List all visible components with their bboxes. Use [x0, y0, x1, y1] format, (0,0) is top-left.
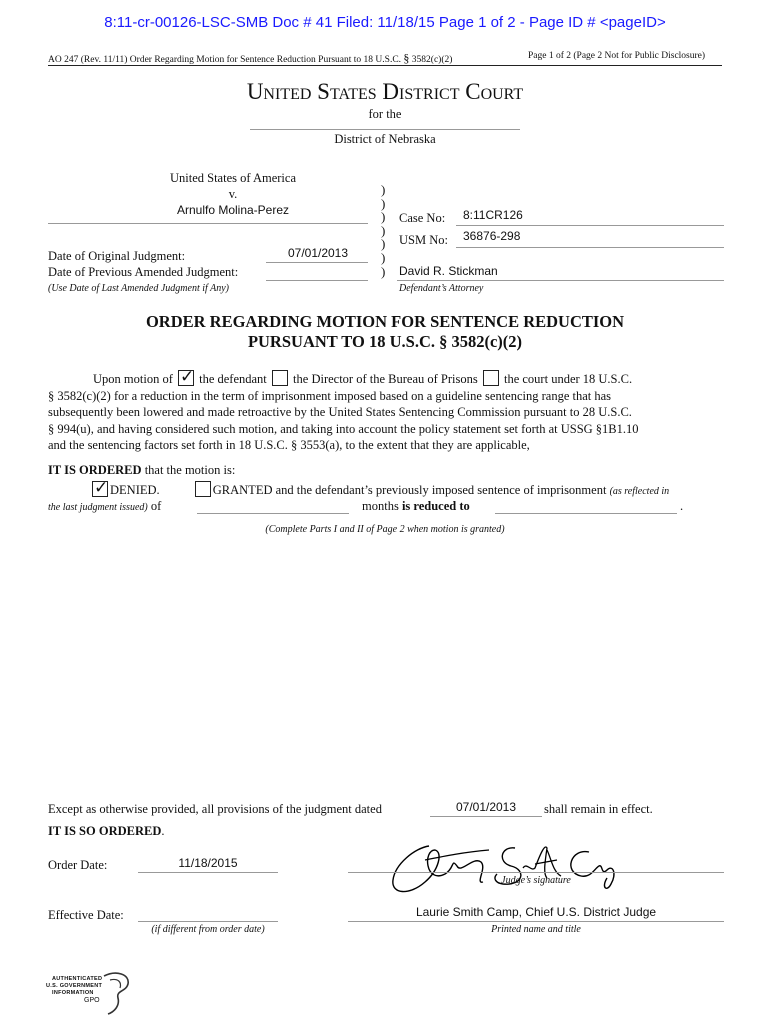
form-id: [48, 51, 452, 66]
district-line: [250, 129, 520, 130]
reduction-period: .: [680, 499, 684, 513]
header-rule: [48, 65, 722, 66]
gpo-line2: U.S. GOVERNMENT: [46, 983, 103, 989]
reflected-note: (as reflected in: [609, 486, 670, 497]
attorney-line: [397, 280, 724, 281]
last-judgment-note: the last judgment issued): [48, 502, 148, 513]
section-symbol: §: [403, 51, 410, 65]
usm-no-line: [456, 247, 724, 248]
defendant-checkbox[interactable]: [178, 370, 194, 386]
effective-date-note: (if different from order date): [151, 924, 265, 935]
prev-judgment-label: Date of Previous Amended Judgment:: [48, 265, 239, 279]
effective-date-label: Effective Date:: [48, 908, 124, 922]
denied-checkbox[interactable]: [92, 481, 108, 497]
form-id-tail: 3582(c)(2): [411, 55, 453, 65]
versus: v.: [228, 187, 238, 201]
months-from-line: [197, 513, 349, 514]
prev-judgment-note: (Use Date of Last Amended Judgment if Any): [48, 283, 229, 294]
gpo-eagle-icon: [100, 970, 134, 1016]
motion-line4: § 994(u), and having considered such motion, and taking into account the policy statement set forth at USSG §1B1.10: [48, 421, 639, 436]
motion-lead: Upon motion of: [93, 372, 173, 386]
attorney-name: David R. Stickman: [399, 264, 498, 278]
denied-label: DENIED.: [110, 483, 160, 497]
order-title-line1: ORDER REGARDING MOTION FOR SENTENCE REDUCTION: [145, 312, 625, 331]
defendant-line: [48, 223, 368, 224]
case-no-line: [456, 225, 724, 226]
so-ordered: IT IS SO ORDERED: [48, 824, 162, 838]
motion-opt-defendant: the defendant: [199, 372, 267, 386]
judge-name-line: [348, 921, 724, 922]
except-text: Except as otherwise provided, all provisions of the judgment dated: [48, 802, 382, 816]
motion-line3: subsequently been lowered and made retroactive by the United States Sentencing Commission pursuant to 28 U.S.C.: [48, 405, 632, 420]
months-word: months: [362, 499, 399, 513]
judgment-date-line: [430, 816, 542, 817]
so-ordered-dot: .: [161, 824, 165, 838]
court-checkbox[interactable]: [483, 370, 499, 386]
order-title-line2: PURSUANT TO 18 U.S.C. § 3582(c)(2): [247, 332, 523, 351]
plaintiff-name: United States of America: [169, 171, 296, 185]
form-page-info: Page 1 of 2 (Page 2 Not for Public Disclosure): [528, 51, 706, 61]
usm-no-label: USM No:: [399, 233, 448, 247]
ordered-rest: that the motion is:: [144, 463, 236, 477]
of-word: of: [150, 499, 162, 513]
motion-text: [48, 388, 639, 454]
so-ordered-line: [48, 824, 164, 839]
gpo-line1: AUTHENTICATED: [52, 976, 103, 982]
ecf-header-stamp: 8:11-cr-00126-LSC-SMB Doc # 41 Filed: 11/18/15 Page 1 of 2 - Page ID # <pageID>: [104, 14, 666, 31]
gpo-seal: [44, 970, 134, 1016]
caption-parens: ) ) ) ) ) ) ): [381, 182, 386, 279]
printed-name-label: Printed name and title: [491, 924, 581, 935]
judgment-date: 07/01/2013: [455, 800, 517, 814]
court-district: District of Nebraska: [334, 132, 436, 146]
orig-judgment-date: 07/01/2013: [287, 246, 349, 260]
reduced-to: is reduced to: [401, 499, 470, 513]
form-id-text: AO 247 (Rev. 11/11) Order Regarding Motion for Sentence Reduction Pursuant to 18 U.S.C.: [48, 55, 402, 65]
gpo-line3: INFORMATION: [52, 990, 94, 996]
remain-text: shall remain in effect.: [544, 802, 653, 816]
order-date-value: 11/18/2015: [178, 856, 238, 870]
it-is-ordered: IT IS ORDERED: [48, 463, 142, 477]
case-no-value: 8:11CR126: [463, 208, 523, 222]
months-word-wrap: [362, 499, 470, 514]
order-date-label: Order Date:: [48, 858, 108, 872]
order-date-line: [138, 872, 278, 873]
prev-judgment-line: [266, 280, 368, 281]
orig-judgment-label: Date of Original Judgment:: [48, 249, 186, 263]
signature-line: [348, 872, 724, 873]
motion-line5: and the sentencing factors set forth in 18 U.S.C. § 3553(a), to the extent that they are applicable,: [48, 438, 530, 453]
motion-opt-bop: the Director of the Bureau of Prisons: [293, 372, 478, 386]
reduction-line: [48, 499, 161, 514]
case-no-label: Case No:: [399, 211, 446, 225]
motion-line2: § 3582(c)(2) for a reduction in the term of imprisonment imposed based on a guideline sentencing range that has: [48, 389, 612, 403]
defendant-name: Arnulfo Molina-Perez: [176, 203, 290, 217]
bop-checkbox[interactable]: [272, 370, 288, 386]
motion-opt-court: the court under 18 U.S.C.: [503, 372, 633, 386]
usm-no-value: 36876-298: [463, 229, 521, 243]
complete-parts-note: (Complete Parts I and II of Page 2 when motion is granted): [265, 524, 505, 535]
gpo-line4: GPO: [84, 997, 100, 1004]
orig-judgment-line: [266, 262, 368, 263]
judge-signature: [385, 838, 625, 898]
court-for: for the: [368, 107, 402, 121]
court-name: United States District Court: [246, 79, 524, 104]
effective-date-line: [138, 921, 278, 922]
ordered-line: [48, 463, 235, 478]
signature-label: Judge’s signature: [501, 875, 571, 886]
judge-name: Laurie Smith Camp, Chief U.S. District Judge: [415, 905, 657, 919]
granted-checkbox[interactable]: [195, 481, 211, 497]
attorney-label: Defendant’s Attorney: [399, 283, 484, 294]
months-to-line: [495, 513, 677, 514]
ordered-options: [90, 481, 669, 498]
granted-label: GRANTED and the defendant’s previously imposed sentence of imprisonment: [212, 483, 607, 497]
motion-line1: [93, 370, 632, 387]
